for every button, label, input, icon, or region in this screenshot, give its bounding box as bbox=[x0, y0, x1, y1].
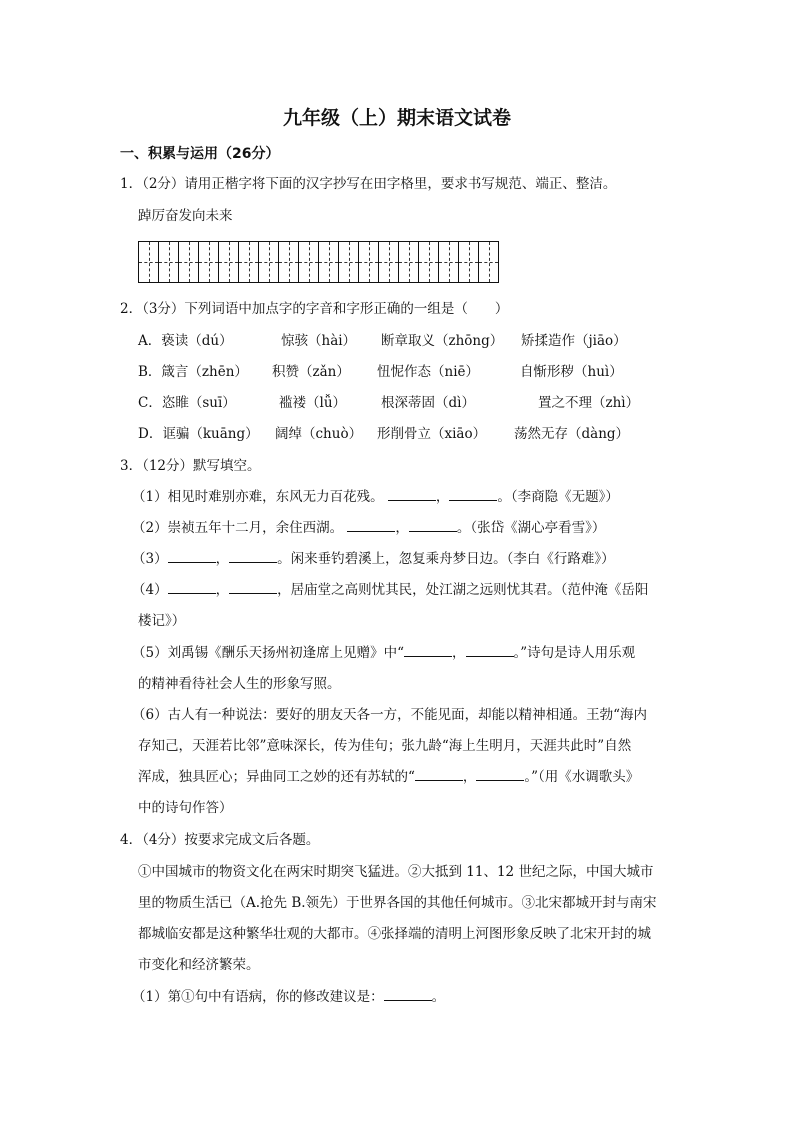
grid-cell[interactable] bbox=[239, 241, 259, 283]
q3-item-2-text: （2）崇祯五年十二月，余住西湖。 bbox=[132, 520, 344, 536]
q3-item-5-tail: ”诗句是诗人用乐观 bbox=[520, 645, 636, 661]
q4-passage-line1: ①中国城市的物资文化在两宋时期突飞猛进。②大抵到 11、12 世纪之际，中国大城市 bbox=[138, 864, 654, 880]
q2-option-a-word3: 断章取义（zhōng） bbox=[381, 333, 504, 349]
fill-blank[interactable] bbox=[415, 768, 463, 781]
q3-item-3-num: （3） bbox=[132, 551, 168, 567]
q2-option-c-word4: 置之不理（zhì） bbox=[538, 395, 640, 411]
q3-item-2-source: （张岱《湖心亭看雪》） bbox=[470, 520, 606, 536]
fill-blank[interactable] bbox=[347, 519, 395, 532]
grid-cell[interactable] bbox=[379, 241, 399, 283]
q2-option-a-word2: 惊骇（hài） bbox=[281, 333, 357, 349]
q2-option-c[interactable]: C．恣睢（suī） bbox=[138, 395, 236, 411]
q4-passage-line3: 都城临安都是这种繁华壮观的大都市。④张择端的清明上河图形象反映了北宋开封的城 bbox=[138, 926, 651, 942]
grid-cell[interactable] bbox=[179, 241, 199, 283]
fill-blank[interactable] bbox=[229, 581, 277, 594]
q3-item-4-text: 居庙堂之高则忧其民，处江湖之远则忧其君。（范仲淹《岳阳 bbox=[290, 582, 649, 598]
q4-stem: 4．（4分）按要求完成文后各题。 bbox=[120, 832, 320, 848]
grid-cell[interactable] bbox=[359, 241, 379, 283]
grid-cell[interactable] bbox=[319, 241, 339, 283]
grid-cell[interactable] bbox=[419, 241, 439, 283]
page-title: 九年级（上）期末语文试卷 bbox=[282, 107, 511, 129]
q3-item-1-source: （李商隐《无题》） bbox=[510, 489, 619, 505]
grid-cell[interactable] bbox=[199, 241, 219, 283]
q2-option-a-word4: 矫揉造作（jiāo） bbox=[521, 333, 627, 349]
q2-option-d-word4: 荡然无存（dàng） bbox=[514, 426, 630, 442]
q3-item-5-text: （5）刘禹锡《酬乐天扬州初逢席上见赠》中“ bbox=[132, 645, 404, 661]
q3-item-4-num: （4） bbox=[132, 582, 168, 598]
fill-blank[interactable] bbox=[409, 519, 457, 532]
fill-blank[interactable] bbox=[476, 768, 524, 781]
q4-sub1 bbox=[132, 986, 445, 1008]
grid-cell[interactable] bbox=[399, 241, 419, 283]
fill-blank[interactable] bbox=[168, 550, 216, 563]
q4-passage-line4: 市变化和经济繁荣。 bbox=[138, 957, 260, 973]
q3-item-4-cont: 楼记》） bbox=[138, 613, 186, 629]
q3-stem: 3．（12分）默写填空。 bbox=[120, 458, 261, 474]
q1-stem: 1．（2分）请用正楷字将下面的汉字抄写在田字格里，要求书写规范、端正、整洁。 bbox=[120, 176, 617, 192]
q3-item-3-text: 闲来垂钓碧溪上，忽复乘舟梦日边。（李白《行路难》） bbox=[290, 551, 615, 567]
q3-item-6-line3: 浑成，独具匠心；异曲同工之妙的还有苏轼的“ ， 。”（用《水调歌头》 bbox=[138, 769, 640, 785]
q3-item-1-text: （1）相见时难别亦难，东风无力百花残。 bbox=[132, 489, 384, 505]
q2-option-d-word2: 阔绰（chuò） bbox=[275, 426, 363, 442]
q2-option-c-word2: 褴褛（lǚ） bbox=[279, 395, 347, 411]
q2-option-d[interactable]: D．诓骗（kuāng） bbox=[138, 426, 259, 442]
q4-sub1-text: （1）第①句中有语病，你的修改建议是： bbox=[132, 989, 384, 1005]
fill-blank[interactable] bbox=[384, 988, 432, 1001]
grid-cell[interactable] bbox=[459, 241, 479, 283]
grid-cell[interactable] bbox=[299, 241, 319, 283]
q3-item-6-line2: 存知己，天涯若比邻”意味深长，传为佳句；张九龄“海上生明月，天涯共此时”自然 bbox=[138, 738, 632, 754]
grid-cell[interactable] bbox=[279, 241, 299, 283]
q3-item-3: （3） ， 。闲来垂钓碧溪上，忽复乘舟梦日边。（李白《行路难》） bbox=[132, 551, 615, 567]
q3-item-6-line1: （6）古人有一种说法：要好的朋友天各一方，不能见面，却能以精神相通。王勃“海内 bbox=[132, 707, 647, 723]
grid-cell[interactable] bbox=[439, 241, 459, 283]
fill-blank[interactable] bbox=[404, 644, 452, 657]
q2-option-b-word4: 自惭形秽（huì） bbox=[520, 364, 623, 380]
fill-blank[interactable] bbox=[449, 488, 497, 501]
q2-option-b[interactable]: B．箴言（zhēn） bbox=[138, 364, 248, 380]
fill-blank[interactable] bbox=[466, 644, 514, 657]
grid-cell[interactable] bbox=[159, 241, 179, 283]
grid-cell[interactable] bbox=[259, 241, 279, 283]
fill-blank[interactable] bbox=[168, 581, 216, 594]
grid-cell[interactable] bbox=[479, 241, 499, 283]
q2-option-a[interactable]: A．亵读（dú） bbox=[138, 333, 233, 349]
q3-item-2: （2）崇祯五年十二月，余住西湖。 ， 。（张岱《湖心亭看雪》） bbox=[132, 520, 606, 536]
q2-stem: 2．（3分）下列词语中加点字的字音和字形正确的一组是（ ） bbox=[120, 301, 509, 317]
tianzige-grid[interactable] bbox=[138, 241, 499, 283]
fill-blank[interactable] bbox=[388, 488, 436, 501]
q2-option-b-word2: 积赞（zǎn） bbox=[272, 364, 350, 380]
section-heading: 一、积累与运用（26分） bbox=[120, 146, 280, 162]
grid-cell[interactable] bbox=[139, 241, 159, 283]
q2-option-b-word3: 忸怩作态（niē） bbox=[377, 364, 480, 380]
q3-item-6-tail: ”（用《水调歌头》 bbox=[531, 769, 640, 785]
q3-item-1: （1）相见时难别亦难，东风无力百花残。 ， 。（李商隐《无题》） bbox=[132, 489, 619, 505]
q4-sub1-end: 。 bbox=[431, 989, 446, 1005]
grid-cell[interactable] bbox=[339, 241, 359, 283]
q2-option-d-word3: 形削骨立（xiāo） bbox=[377, 426, 487, 442]
fill-blank[interactable] bbox=[229, 550, 277, 563]
q3-item-6-text: 浑成，独具匠心；异曲同工之妙的还有苏轼的“ bbox=[138, 769, 415, 785]
q3-item-6-line4: 中的诗句作答） bbox=[138, 800, 233, 816]
q3-item-5-cont: 的精神看待社会人生的形象写照。 bbox=[138, 676, 341, 692]
q4-passage-line2: 里的物质生活已（A.抢先 B.领先）于世界各国的其他任何城市。③北宋都城开封与南宋 bbox=[138, 895, 657, 911]
grid-cell[interactable] bbox=[219, 241, 239, 283]
q2-option-c-word3: 根深蒂固（dì） bbox=[381, 395, 475, 411]
q3-item-4: （4） ， ，居庙堂之高则忧其民，处江湖之远则忧其君。（范仲淹《岳阳 bbox=[132, 582, 649, 598]
q1-copy-text: 踔厉奋发向未来 bbox=[138, 208, 233, 224]
q3-item-5: （5）刘禹锡《酬乐天扬州初逢席上见赠》中“ ， 。”诗句是诗人用乐观 bbox=[132, 645, 636, 661]
